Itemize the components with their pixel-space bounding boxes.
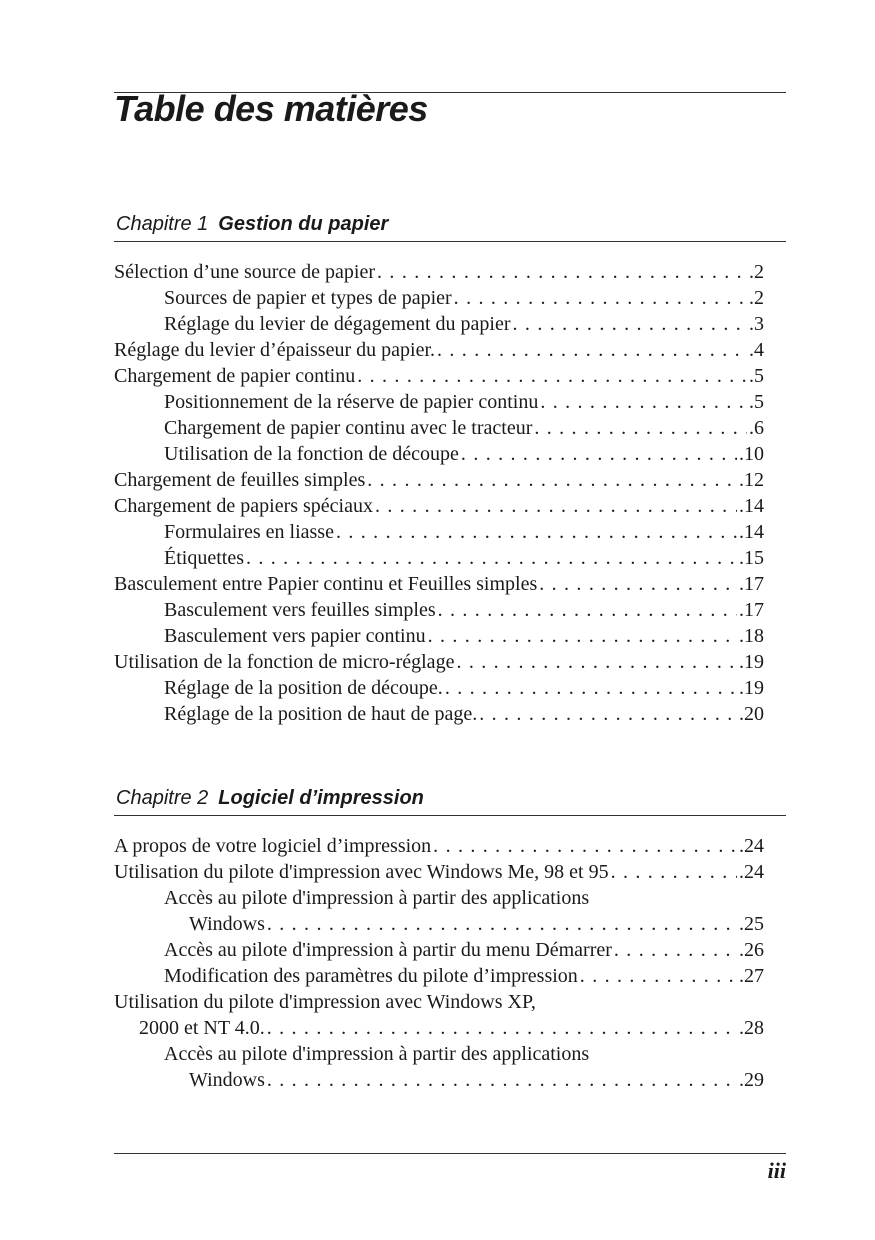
- footer-rule: [114, 1153, 786, 1154]
- chapter-2-number: Chapitre 2: [116, 787, 209, 809]
- toc-entry[interactable]: Utilisation du pilote d'impression avec Windows Me, 98 et 95 . . . .24: [114, 859, 764, 885]
- toc-entry[interactable]: A propos de votre logiciel d’impression . . . .24: [114, 833, 764, 859]
- toc-entry[interactable]: Chargement de feuilles simples . . . .12: [114, 467, 764, 493]
- toc-entry-continuation[interactable]: Windows . . . .29: [114, 1067, 764, 1093]
- page-title: Table des matières: [114, 88, 428, 129]
- toc-entry[interactable]: Réglage du levier d’épaisseur du papier. . . . .4: [114, 337, 764, 363]
- toc-entry-continuation[interactable]: Windows . . . .25: [114, 911, 764, 937]
- chapter-1-rule: [114, 241, 786, 242]
- toc-entry[interactable]: Basculement vers feuilles simples . . . .17: [114, 597, 764, 623]
- page-number: iii: [767, 1158, 786, 1183]
- toc-entry[interactable]: Basculement entre Papier continu et Feuilles simples . . . .17: [114, 571, 764, 597]
- toc-entry[interactable]: Utilisation du pilote d'impression avec Windows XP,: [114, 991, 536, 1013]
- chapter-2-toc: [114, 833, 764, 1093]
- chapter-2-heading: [116, 787, 424, 810]
- toc-entry[interactable]: Utilisation de la fonction de découpe . . . .10: [114, 441, 764, 467]
- toc-entry[interactable]: Basculement vers papier continu . . . .18: [114, 623, 764, 649]
- chapter-1-name: Gestion du papier: [218, 213, 389, 235]
- chapter-1-heading: [116, 213, 388, 236]
- chapter-1-number: Chapitre 1: [116, 213, 209, 235]
- toc-entry[interactable]: Réglage du levier de dégagement du papier . . . .3: [114, 311, 764, 337]
- chapter-2-name: Logiciel d’impression: [218, 787, 424, 809]
- toc-entry[interactable]: Accès au pilote d'impression à partir du menu Démarrer . . . .26: [114, 937, 764, 963]
- toc-entry[interactable]: Formulaires en liasse . . . .14: [114, 519, 764, 545]
- toc-entry[interactable]: Modification des paramètres du pilote d’impression . . . .27: [114, 963, 764, 989]
- toc-entry[interactable]: Sélection d’une source de papier . . . .2: [114, 259, 764, 285]
- chapter-1-toc: [114, 259, 764, 727]
- toc-entry[interactable]: Étiquettes . . . .15: [114, 545, 764, 571]
- chapter-2-rule: [114, 815, 786, 816]
- toc-entry[interactable]: Sources de papier et types de papier . . . .2: [114, 285, 764, 311]
- toc-entry[interactable]: Réglage de la position de découpe. . . . .19: [114, 675, 764, 701]
- toc-entry[interactable]: Réglage de la position de haut de page. . . . .20: [114, 701, 764, 727]
- toc-entry[interactable]: Accès au pilote d'impression à partir des applications: [164, 887, 590, 909]
- toc-entry[interactable]: Chargement de papier continu avec le tracteur . . . .6: [114, 415, 764, 441]
- toc-entry[interactable]: Positionnement de la réserve de papier continu . . . .5: [114, 389, 764, 415]
- toc-entry[interactable]: Utilisation de la fonction de micro-réglage . . . .19: [114, 649, 764, 675]
- toc-entry[interactable]: Chargement de papiers spéciaux . . . .14: [114, 493, 764, 519]
- toc-entry[interactable]: Accès au pilote d'impression à partir des applications: [164, 1043, 590, 1065]
- toc-entry-continuation[interactable]: 2000 et NT 4.0. . . . .28: [114, 1015, 764, 1041]
- toc-entry[interactable]: Chargement de papier continu . . . .5: [114, 363, 764, 389]
